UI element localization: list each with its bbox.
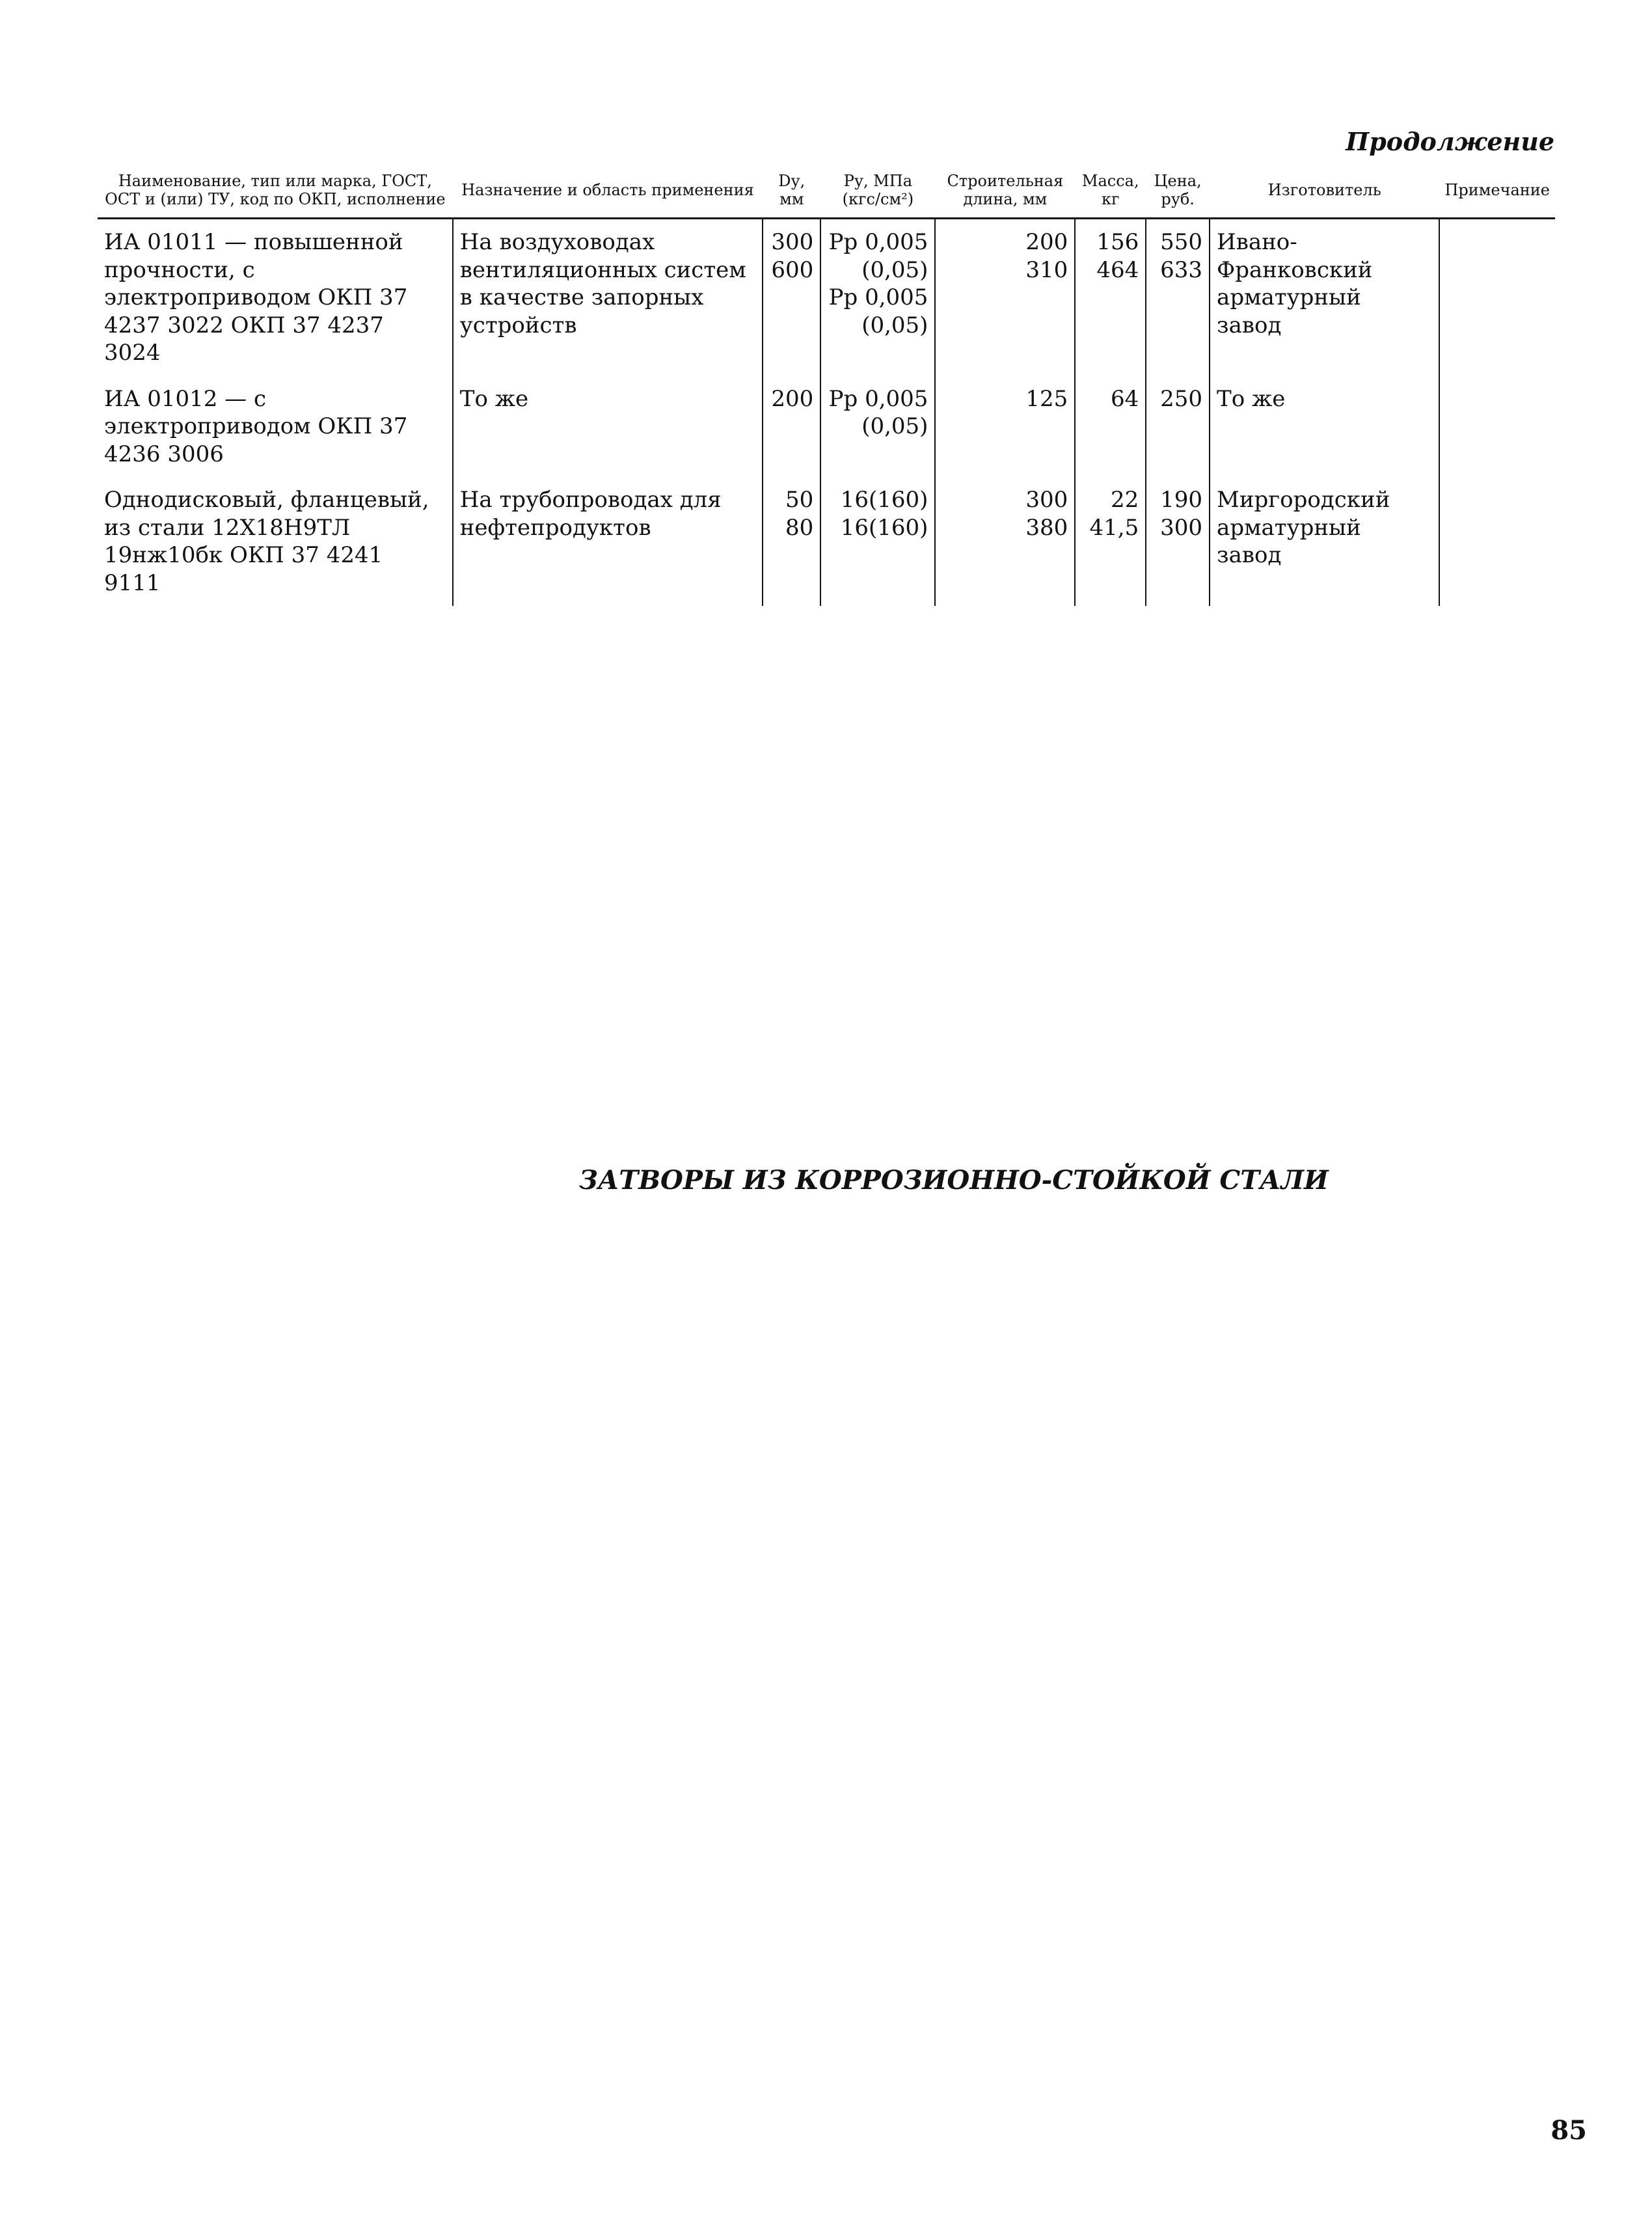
table-cell: 125 bbox=[935, 376, 1075, 478]
column-header: Строительная длина, мм bbox=[935, 163, 1075, 219]
table-row bbox=[98, 477, 1555, 606]
table-cell: Миргородский арматурный завод bbox=[1210, 477, 1439, 606]
table-cell: 190 300 bbox=[1146, 477, 1210, 606]
table-cell bbox=[1439, 219, 1555, 376]
table-cell: 50 80 bbox=[763, 477, 820, 606]
table-cell: 22 41,5 bbox=[1075, 477, 1146, 606]
continuation-label: Продолжение bbox=[1346, 127, 1554, 156]
table-cell: 64 bbox=[1075, 376, 1146, 478]
table-cell: 156 464 bbox=[1075, 219, 1146, 376]
table-cell: 200 bbox=[763, 376, 820, 478]
table-cell: То же bbox=[453, 376, 763, 478]
table-cell: Pр 0,005 (0,05) bbox=[820, 376, 935, 478]
table-cell: 200 310 bbox=[935, 219, 1075, 376]
table-cell: Pр 0,005 (0,05) Pр 0,005 (0,05) bbox=[820, 219, 935, 376]
table-row bbox=[98, 376, 1555, 478]
page-number: 85 bbox=[1550, 2115, 1587, 2146]
table-cell: ИА 01012 — с электроприводом ОКП 37 4236 3006 bbox=[104, 385, 408, 467]
table-cell: То же bbox=[1210, 376, 1439, 478]
table-cell: На трубопроводах для нефтепродуктов bbox=[453, 477, 763, 606]
table-cell: На воздуховодах вентиляционных систем в качестве запорных устройств bbox=[453, 219, 763, 376]
column-header: Примечание bbox=[1439, 163, 1555, 219]
section-title: ЗАТВОРЫ ИЗ КОРРОЗИОННО-СТОЙКОЙ СТАЛИ bbox=[579, 1165, 1329, 1196]
valve-table bbox=[98, 163, 1555, 606]
column-header: Масса, кг bbox=[1075, 163, 1146, 219]
table-row bbox=[98, 219, 1555, 376]
table-cell bbox=[1439, 376, 1555, 478]
table-cell bbox=[1439, 477, 1555, 606]
column-header: Назначение и область применения bbox=[453, 163, 763, 219]
column-header: Изготовитель bbox=[1210, 163, 1439, 219]
table-cell: 300 380 bbox=[935, 477, 1075, 606]
table-cell: ИА 01011 — повышенной прочности, с электроприводом ОКП 37 4237 3022 ОКП 37 4237 3024 bbox=[104, 229, 408, 366]
table-cell: 250 bbox=[1146, 376, 1210, 478]
column-header: Цена, руб. bbox=[1146, 163, 1210, 219]
table-cell: Однодисковый, фланцевый, из стали 12Х18Н9ТЛ 19нж10бк ОКП 37 4241 9111 bbox=[104, 487, 429, 596]
table-cell: 300 600 bbox=[763, 219, 820, 376]
column-header: Dу, мм bbox=[763, 163, 820, 219]
column-header: Pу, МПа (кгс/см²) bbox=[820, 163, 935, 219]
table-cell: Ивано-Франковский арматурный завод bbox=[1210, 219, 1439, 376]
table-cell: 16(160) 16(160) bbox=[820, 477, 935, 606]
column-header: Наименование, тип или марка, ГОСТ, ОСТ и (или) ТУ, код по ОКП, исполнение bbox=[98, 163, 453, 219]
table-cell: 550 633 bbox=[1146, 219, 1210, 376]
